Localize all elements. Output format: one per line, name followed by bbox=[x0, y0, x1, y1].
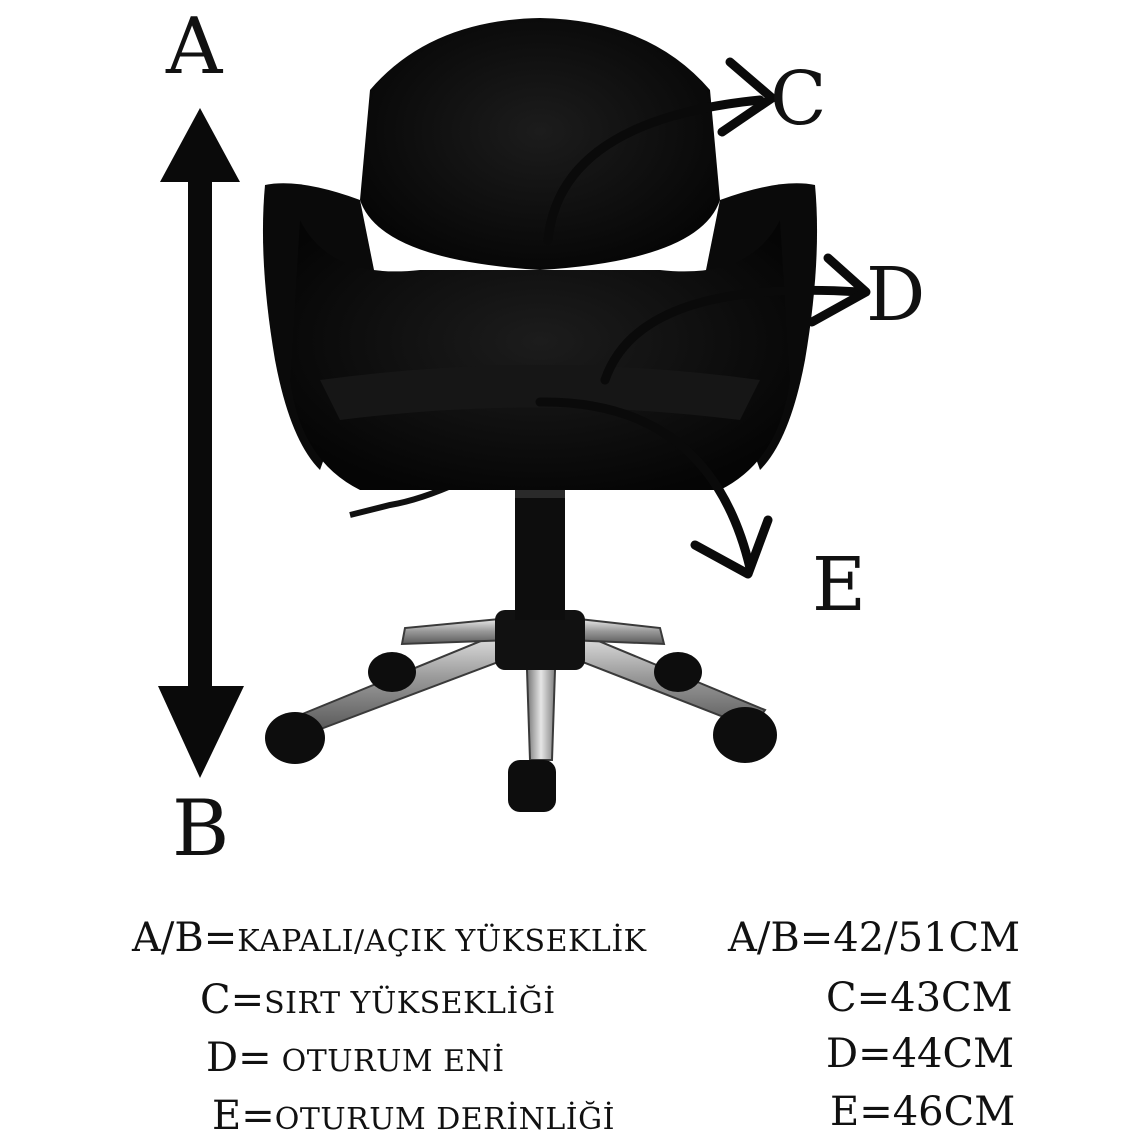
label-e: E bbox=[812, 542, 867, 628]
dimension-c-value-prefix: C= bbox=[826, 975, 891, 1021]
dimension-c-prefix: C= bbox=[200, 977, 265, 1023]
dimension-e-text: OTURUM DERİNLİĞİ bbox=[274, 1102, 615, 1137]
dimension-d-value-prefix: D= bbox=[826, 1031, 892, 1077]
dimension-e-prefix: E= bbox=[212, 1093, 275, 1139]
dimension-c-value bbox=[826, 975, 1013, 1021]
dimension-ab-prefix: A/B= bbox=[132, 915, 238, 961]
dimension-e-label bbox=[212, 1093, 615, 1139]
dimension-ab-text: KAPALI/AÇIK YÜKSEKLİK bbox=[237, 924, 647, 959]
dimension-d-text: OTURUM ENİ bbox=[271, 1044, 505, 1079]
label-c: C bbox=[770, 56, 827, 142]
dimension-d-value bbox=[826, 1031, 1015, 1077]
dimension-ab-measure: 42/51CM bbox=[833, 915, 1021, 961]
dimension-ab-value-prefix: A/B= bbox=[728, 915, 834, 961]
dimension-e-value bbox=[830, 1089, 1016, 1135]
dimension-e-value-prefix: E= bbox=[830, 1089, 893, 1135]
label-d: D bbox=[866, 252, 926, 338]
dimension-c-label bbox=[200, 977, 556, 1023]
dimension-d-label bbox=[206, 1035, 505, 1081]
label-b: B bbox=[172, 784, 230, 874]
dimension-c-measure: 43CM bbox=[890, 975, 1013, 1021]
label-a: A bbox=[166, 2, 223, 92]
dimension-ab-label bbox=[132, 915, 647, 961]
dimension-d-prefix: D= bbox=[206, 1035, 272, 1081]
height-arrow-icon bbox=[158, 108, 244, 778]
dimension-c-text: SIRT YÜKSEKLİĞİ bbox=[264, 986, 556, 1021]
dimension-e-measure: 46CM bbox=[892, 1089, 1016, 1135]
dimension-ab-value bbox=[728, 915, 1021, 961]
chair-base bbox=[265, 482, 777, 812]
chair-body bbox=[263, 18, 817, 490]
dimension-d-measure: 44CM bbox=[891, 1031, 1015, 1077]
